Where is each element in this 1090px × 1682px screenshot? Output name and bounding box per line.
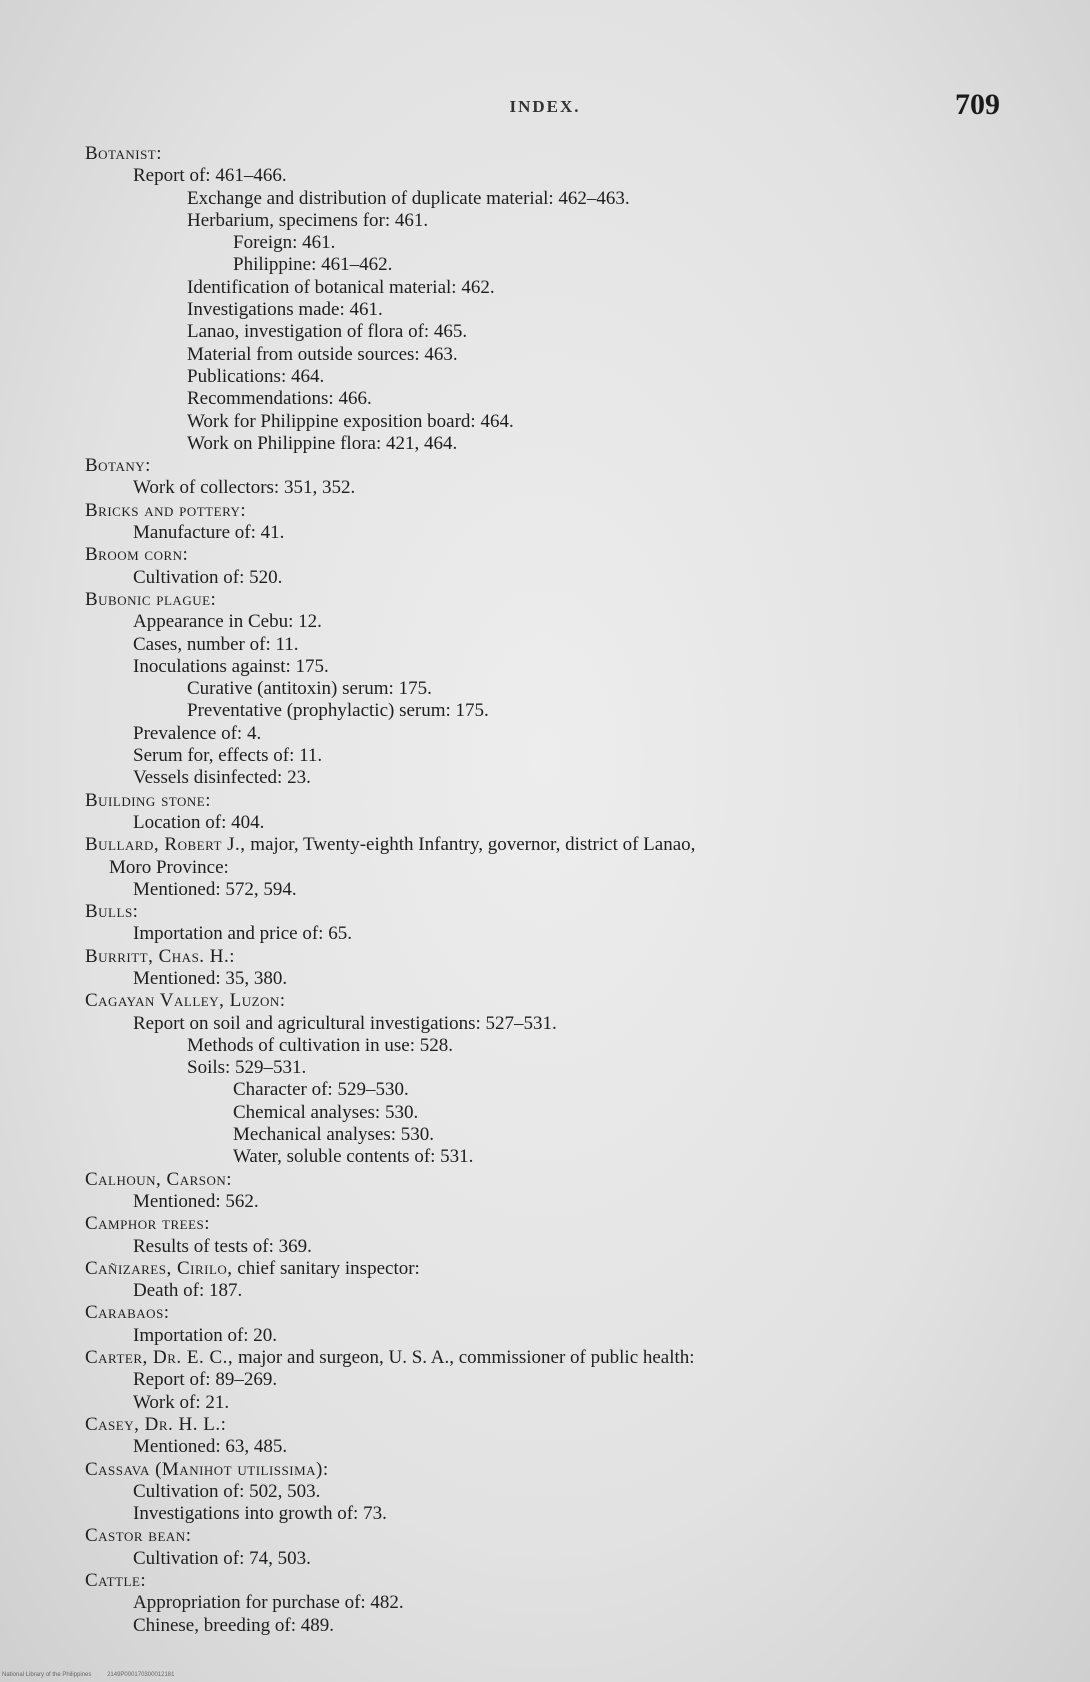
index-subentry: Exchange and distribution of duplicate material: 462–463. <box>187 187 630 209</box>
index-heading: Botanist: <box>85 143 163 164</box>
index-heading: Calhoun, Carson: <box>85 1168 233 1190</box>
index-subentry: Mentioned: 35, 380. <box>133 967 288 989</box>
index-subentry: Identification of botanical material: 462. <box>187 276 495 298</box>
index-subentry: Appropriation for purchase of: 482. <box>133 1592 404 1614</box>
index-heading: Broom corn: <box>85 544 189 566</box>
index-heading <box>85 1258 1015 1280</box>
index-heading: Cattle: <box>85 1570 147 1591</box>
heading-description: chief sanitary inspector: <box>232 1257 420 1279</box>
index-subentry: Results of tests of: 369. <box>133 1235 312 1257</box>
index-subentry: Manufacture of: 41. <box>133 522 285 544</box>
index-subentry: Location of: 404. <box>133 811 265 833</box>
index-subentry: Report of: 89–269. <box>133 1369 278 1391</box>
heading-name: Carter, Dr. E. C., <box>85 1347 234 1369</box>
index-heading: Carabaos: <box>85 1302 170 1324</box>
index-subentry: Report of: 461–466. <box>133 165 287 187</box>
index-subentry: Importation of: 20. <box>133 1324 278 1346</box>
index-heading <box>85 1347 1015 1369</box>
index-heading: Casey, Dr. H. L.: <box>85 1413 227 1435</box>
index-subentry: Recommendations: 466. <box>187 388 372 410</box>
index-subentry: Publications: 464. <box>187 365 325 387</box>
index-heading: Castor bean: <box>85 1525 192 1547</box>
index-heading: Bubonic plague: <box>85 588 217 610</box>
index-subentry: Prevalence of: 4. <box>133 722 262 744</box>
index-subentry: Cultivation of: 502, 503. <box>133 1480 321 1502</box>
index-subentry: Vessels disinfected: 23. <box>133 767 311 789</box>
index-subentry: Appearance in Cebu: 12. <box>133 611 322 633</box>
index-subentry: Mechanical analyses: 530. <box>233 1124 435 1146</box>
index-subentry: Preventative (prophylactic) serum: 175. <box>187 700 489 722</box>
index-heading: Botany: <box>85 455 151 477</box>
page-header-title: INDEX. <box>509 97 581 116</box>
index-heading: Cassava (Manihot utilissima): <box>85 1458 329 1480</box>
index-subentry: Mentioned: 562. <box>133 1190 259 1212</box>
index-subentry: Mentioned: 572, 594. <box>133 878 297 900</box>
scan-footer <box>2 1672 188 1678</box>
footer-id: 2149P000170300012181 <box>107 1672 175 1678</box>
index-heading: Bulls: <box>85 901 139 923</box>
index-heading: Bricks and pottery: <box>85 499 247 521</box>
index-subentry: Importation and price of: 65. <box>133 923 352 945</box>
index-subentry: Character of: 529–530. <box>233 1079 409 1101</box>
index-subentry: Cultivation of: 520. <box>133 566 283 588</box>
index-subentry: Philippine: 461–462. <box>233 254 393 276</box>
heading-description: major, Twenty-eighth Infantry, governor, district of Lanao, <box>245 834 696 856</box>
index-heading: Building stone: <box>85 789 212 811</box>
index-subentry: Moro Province: <box>109 856 229 878</box>
page-number: 709 <box>955 88 1000 121</box>
index-subentry: Water, soluble contents of: 531. <box>233 1146 474 1168</box>
index-subentry: Cases, number of: 11. <box>133 633 299 655</box>
index-heading <box>85 834 1015 856</box>
index-entries <box>85 143 1015 1637</box>
index-subentry: Chemical analyses: 530. <box>233 1101 419 1123</box>
index-heading: Cagayan Valley, Luzon: <box>85 990 286 1012</box>
index-subentry: Investigations made: 461. <box>187 299 383 321</box>
index-subentry: Report on soil and agricultural investigations: 527–531. <box>133 1012 557 1034</box>
index-subentry: Investigations into growth of: 73. <box>133 1503 387 1525</box>
heading-name: Cañizares, Cirilo, <box>85 1257 233 1279</box>
index-heading: Burritt, Chas. H.: <box>85 945 236 967</box>
index-subentry: Death of: 187. <box>133 1280 243 1302</box>
index-subentry: Chinese, breeding of: 489. <box>133 1614 335 1636</box>
index-subentry: Work of collectors: 351, 352. <box>133 477 356 499</box>
index-subentry: Curative (antitoxin) serum: 175. <box>187 678 432 700</box>
index-subentry: Inoculations against: 175. <box>133 655 329 677</box>
index-subentry: Serum for, effects of: 11. <box>133 745 323 767</box>
heading-description: major and surgeon, U. S. A., commissioner of public health: <box>233 1347 695 1369</box>
index-subentry: Mentioned: 63, 485. <box>133 1436 288 1458</box>
footer-library: National Library of the Philippines <box>2 1672 92 1678</box>
index-subentry: Herbarium, specimens for: 461. <box>187 209 429 231</box>
index-subentry: Foreign: 461. <box>233 232 336 254</box>
index-subentry: Methods of cultivation in use: 528. <box>187 1034 453 1056</box>
index-subentry: Work of: 21. <box>133 1391 230 1413</box>
index-subentry: Cultivation of: 74, 503. <box>133 1547 311 1569</box>
index-subentry: Work for Philippine exposition board: 464. <box>187 410 514 432</box>
index-subentry: Work on Philippine flora: 421, 464. <box>187 432 458 454</box>
index-subentry: Lanao, investigation of flora of: 465. <box>187 321 468 343</box>
index-heading: Camphor trees: <box>85 1213 211 1235</box>
index-subentry: Soils: 529–531. <box>187 1057 307 1079</box>
heading-name: Bullard, Robert J., <box>85 834 246 856</box>
index-subentry: Material from outside sources: 463. <box>187 343 458 365</box>
